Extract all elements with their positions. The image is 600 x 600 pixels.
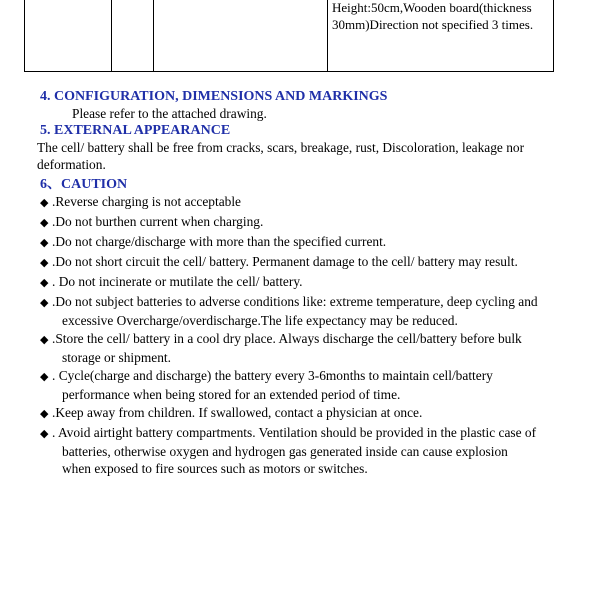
diamond-bullet-icon: ◆	[40, 371, 49, 383]
caution-item-text: .Keep away from children. If swallowed, contact a physician at once.	[52, 405, 423, 420]
diamond-bullet-icon: ◆	[40, 257, 49, 269]
caution-list	[40, 193, 540, 477]
diamond-bullet-icon: ◆	[40, 428, 49, 440]
table-cell-condition: Height:50cm,Wooden board(thickness 30mm)Direction not specified 3 times.	[328, 0, 554, 72]
caution-item	[40, 213, 540, 232]
document-body	[37, 88, 540, 477]
caution-item	[40, 273, 540, 292]
caution-item	[40, 330, 540, 366]
caution-item	[40, 233, 540, 252]
table-row	[25, 0, 554, 72]
caution-item-text: . Cycle(charge and discharge) the battery every 3-6months to maintain cell/battery performance when being stored for an extended period of time.	[52, 368, 493, 402]
diamond-bullet-icon: ◆	[40, 277, 49, 289]
config-text: Please refer to the attached drawing.	[72, 106, 267, 121]
diamond-bullet-icon: ◆	[40, 237, 49, 249]
test-table-fragment	[24, 0, 554, 72]
caution-item	[40, 253, 540, 272]
caution-item	[40, 293, 540, 329]
caution-item-text: .Reverse charging is not acceptable	[52, 194, 242, 209]
caution-item-text: .Store the cell/ battery in a cool dry place. Always discharge the cell/battery before bulk storage or shipment.	[52, 331, 522, 365]
caution-item-text: .Do not subject batteries to adverse conditions like: extreme temperature, deep cycling and excessive Overcharge/overdischarge.The life expectancy may be reduced.	[52, 294, 538, 328]
caution-item-text: .Do not charge/discharge with more than the specified current.	[52, 234, 387, 249]
diamond-bullet-icon: ◆	[40, 408, 49, 420]
appearance-heading: 5. EXTERNAL APPEARANCE	[40, 123, 231, 138]
diamond-bullet-icon: ◆	[40, 217, 49, 229]
caution-item	[40, 367, 540, 403]
diamond-bullet-icon: ◆	[40, 197, 49, 209]
caution-item	[40, 404, 540, 423]
caution-item-text: . Do not incinerate or mutilate the cell/ battery.	[52, 274, 303, 289]
diamond-bullet-icon: ◆	[40, 297, 49, 309]
appearance-text: The cell/ battery shall be free from cracks, scars, breakage, rust, Discoloration, leakage nor deformation.	[37, 140, 525, 172]
table-cell-empty-2	[112, 0, 154, 72]
diamond-bullet-icon: ◆	[40, 334, 49, 346]
caution-heading: 6、CAUTION	[40, 177, 128, 192]
table-cell-empty-1	[25, 0, 112, 72]
table-cell-empty-3	[154, 0, 328, 72]
caution-item	[40, 424, 540, 477]
caution-item-text: .Do not short circuit the cell/ battery. Permanent damage to the cell/ battery may result.	[52, 254, 518, 269]
caution-item	[40, 193, 540, 212]
config-heading: 4. CONFIGURATION, DIMENSIONS AND MARKINGS	[40, 89, 388, 104]
caution-item-text: . Avoid airtight battery compartments. Ventilation should be provided in the plastic case of batteries, otherwise oxygen and hydrogen gas generated inside can cause explosion when exposed to fire sources such as motors or switches.	[52, 425, 537, 476]
caution-item-text: .Do not burthen current when charging.	[52, 214, 264, 229]
